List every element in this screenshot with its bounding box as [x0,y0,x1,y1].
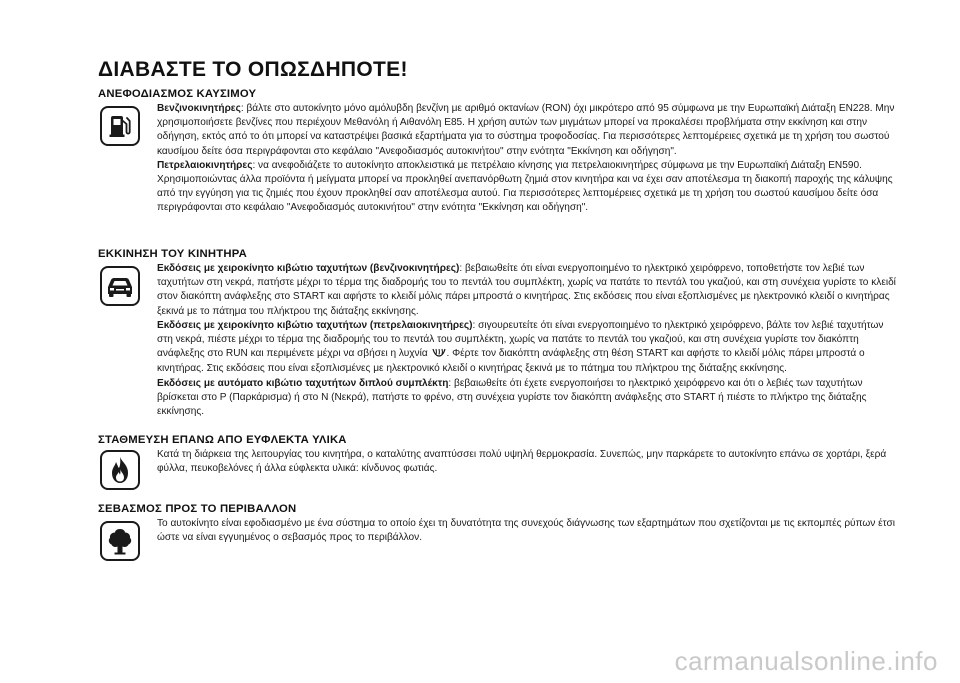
car-icon [100,266,140,306]
section-heading: ΣΕΒΑΣΜΟΣ ΠΡΟΣ ΤΟ ΠΕΡΙΒΑΛΛΟΝ [98,503,297,515]
section-environment [98,503,898,545]
term-label: Εκδόσεις με χειροκίνητο κιβώτιο ταχυτήτων (βενζινοκινητήρες) [157,263,460,274]
section-heading: ΑΝΕΦΟΔΙΑΣΜΟΣ ΚΑΥΣΙΜΟΥ [98,88,257,100]
tree-icon [100,521,140,561]
fuel-pump-icon [100,106,140,146]
glow-plug-warning-icon [432,348,446,362]
paragraph-text: Κατά τη διάρκεια της λειτουργίας του κινητήρα, ο καταλύτης αναπτύσσει πολύ υψηλή θερμοκρασία. Συνεπώς, μην παρκάρετε το αυτοκίνητο επάνω σε χορτάρι, ξερά φύλλα, πευκοβελόνες ή άλλα εύφλεκτα υλικά: κίνδυνος φωτιάς. [157,449,887,475]
term-label: Εκδόσεις με χειροκίνητο κιβώτιο ταχυτήτων (πετρελαιοκινητήρες) [157,319,473,331]
section-parking-flammable [98,434,898,476]
paragraph-text: Το αυτοκίνητο είναι εφοδιασμένο με ένα σύστημα το οποίο έχει τη δυνατότητα της συνεχούς διάγνωσης των εξαρτημάτων που σχετίζονται με τις εκπομπές ρύπων έτσι ώστε να είναι εγγυημένος ο σεβασμός προς το περιβάλλον. [157,518,895,544]
paragraph-text: : βεβαιωθείτε ότι είναι ενεργοποιημένο το ηλεκτρικό χειρόφρενο, τοποθετήστε τον λεβιέ των ταχυτήτων στη νεκρά, πατήστε μέχρι το τέρμα της διαδρομής του το πεντάλ του συμπλέκτη, χωρίς να πατάτε το πεντάλ του γκαζιού, και στη συνέχεια γυρίστε το κλειδί στον διακόπτη ανάφλεξης στο START και αφήστε το κλειδί μόλις πάρει μπροστά ο κινητήρας. Στις εκδόσεις που είναι εξοπλισμένες με ηλεκτρονικό κλειδί ο κινητήρας ξεκινά με το πάτημα του πλήκτρου της διάταξης εκκίνησης. [157,263,896,317]
term-label: Εκδόσεις με αυτόματο κιβώτιο ταχυτήτων διπλού συμπλέκτη [157,377,449,389]
paragraph-dual-clutch [157,377,898,420]
term-label: Πετρελαιοκινητήρες [157,159,253,171]
page-title: ΔΙΑΒΑΣΤΕ ΤΟ ΟΠΩΣΔΗΠΟΤΕ! [98,58,408,81]
paragraph-catalyst-warning [157,448,898,476]
section-heading: ΕΚΚΙΝΗΣΗ ΤΟΥ ΚΙΝΗΤΗΡΑ [98,248,247,260]
section-refueling [98,88,898,216]
paragraph-emissions-diagnosis [157,517,898,545]
paragraph-petrol-engines [157,102,898,159]
watermark: carmanualsonline.info [674,646,938,676]
section-heading: ΣΤΑΘΜΕΥΣΗ ΕΠΑΝΩ ΑΠΟ ΕΥΦΛΕΚΤΑ ΥΛΙΚΑ [98,434,347,446]
paragraph-manual-petrol [157,262,898,319]
paragraph-text-continued: . Φέρτε τον διακόπτη ανάφλεξης στη θέση START και αφήστε το κλειδί μόλις πάρει μπροστά ο κινητήρας. Στις εκδόσεις που είναι εξοπλισμένες με ηλεκτρονικό κλειδί ο κινητήρας ξεκινά με το πάτημα του πλήκτρου της διάταξης εκκίνησης. [157,348,865,375]
paragraph-text: : να ανεφοδιάζετε το αυτοκίνητο αποκλειστικά με πετρέλαιο κίνησης για πετρελαιοκινητήρες σύμφωνα με την Ευρωπαϊκή Διάταξη EN590. Χρησιμοποιώντας άλλα προϊόντα ή μείγματα μπορεί να προκληθεί ανεπανόρθωτη ζημιά στον κινητήρα και να έχει σαν αποτέλεσμα τη διακοπή παροχής της κάλυψης από την εγγύηση για τις ζημιές που έχουν προκληθεί σαν αποτέλεσμα αυτού. Για περισσότερες λεπτομέρειες σχετικά με τη χρήση του σωστού καυσίμου δείτε όσα περιγράφονται στο κεφάλαιο "Ανεφοδιασμός αυτοκινήτου" στην ενότητα "Εκκίνηση και οδήγηση". [157,159,893,214]
paragraph-text: : βάλτε στο αυτοκίνητο μόνο αμόλυβδη βενζίνη με αριθμό οκτανίων (RON) όχι μικρότερο από 95 σύμφωνα με την Ευρωπαϊκή Διάταξη EN228. Μην χρησιμοποιήσετε βενζίνες που περιέχουν Μεθανόλη ή Αιθανόλη E85. Η χρήση αυτών των μιγμάτων μπορεί να προκαλέσει προβλήματα στην εκκίνηση και στην οδήγηση, εκτός από το ότι μπορεί να καταστρέψει βασικά εξαρτήματα για το σύστημα τροφοδοσίας. Για περισσότερες λεπτομέρειες σχετικά με τη χρήση του σωστού καυσίμου δείτε όσα περιγράφονται στο κεφάλαιο "Ανεφοδιασμός αυτοκινήτου" στην ενότητα "Εκκίνηση και οδήγηση". [157,103,895,157]
paragraph-diesel-engines [157,159,898,216]
term-label: Βενζινοκινητήρες [157,103,241,114]
paragraph-text: : σιγουρευτείτε ότι είναι ενεργοποιημένο το ηλεκτρικό χειρόφρενο, βάλτε τον λεβιέ ταχυτήτων στη νεκρά, πιέστε μέχρι το τέρμα της διαδρομής του το πεντάλ του συμπλέκτη, χωρίς να πατάτε το πεντάλ του γκαζιού, και στη συνέχεια γυρίστε τον διακόπτη ανάφλεξης στο RUN και περιμένετε μέχρι να σβήσει η λυχνία [157,319,884,360]
flame-icon [100,450,140,490]
paragraph-text: : βεβαιωθείτε ότι έχετε ενεργοποιήσει το ηλεκτρικό χειρόφρενο και ότι ο λεβιές των ταχυτήτων βρίσκεται στο P (Παρκάρισμα) ή στο N (Νεκρά), πατήστε το φρένο, στη συνέχεια γυρίστε τον διακόπτη ανάφλεξης στο START ή πιέστε το πλήκτρο της διάταξης εκκίνησης. [157,377,867,418]
section-engine-start [98,248,898,419]
paragraph-manual-diesel [157,319,898,377]
